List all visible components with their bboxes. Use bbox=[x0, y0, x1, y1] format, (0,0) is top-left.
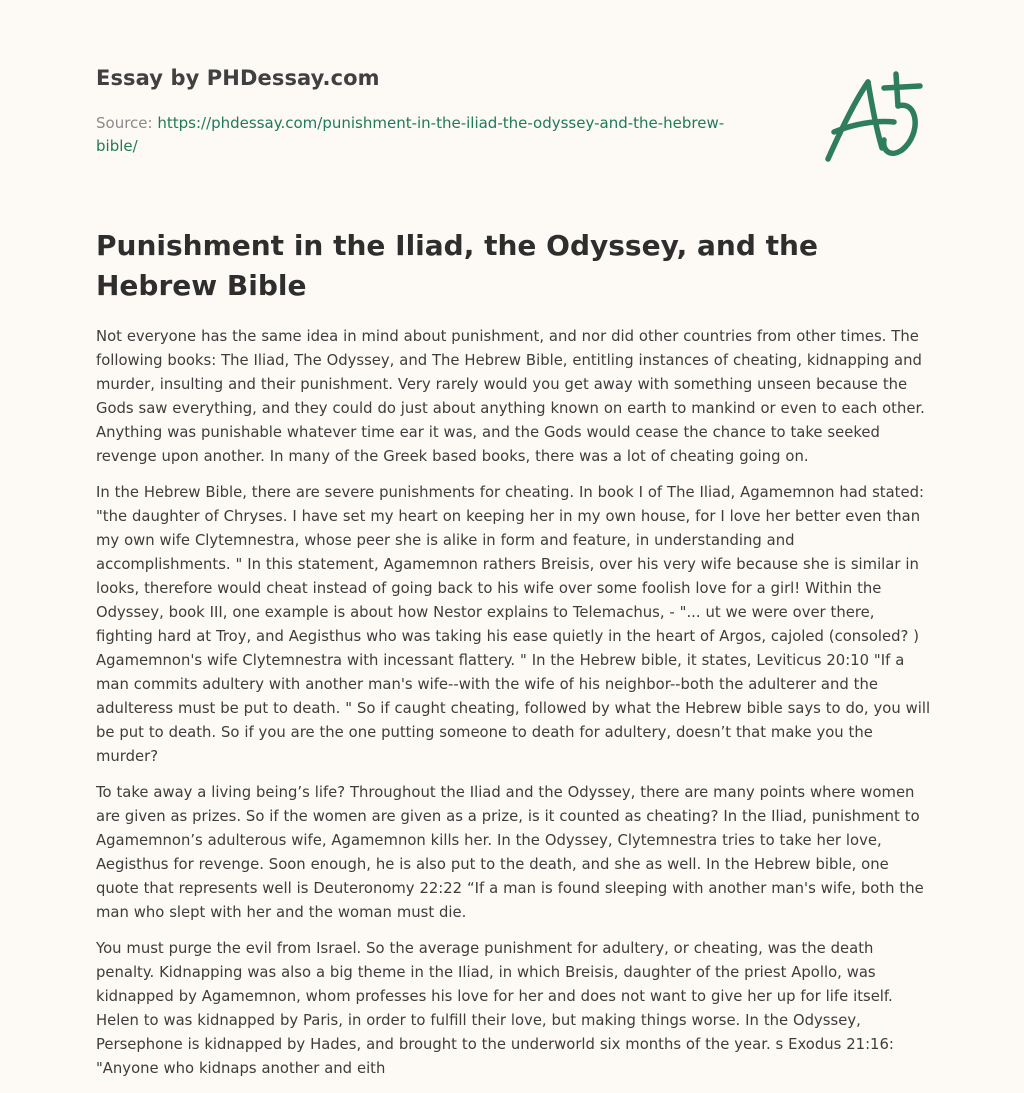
source-label: Source: bbox=[96, 114, 153, 132]
essay-title: Punishment in the Iliad, the Odyssey, and the Hebrew Bible bbox=[96, 229, 818, 302]
a-plus-logo-icon bbox=[824, 66, 928, 164]
essay-paragraph: To take away a living being’s life? Throughout the Iliad and the Odyssey, there are many points where women are given as prizes. So if the women are given as a prize, is it counted as cheating? In the Iliad, punishment to Agamemnon’s adulterous wife, Agamemnon kills her. In the Odyssey, Clytemnestra tries to take her love, Aegisthus for revenge. Soon enough, he is also put to the death, and she as well. In the Hebrew bible, one quote that represents well is Deuteronomy 22:22 “If a man is found sleeping with another man's wife, both the man who slept with her and the woman must die. bbox=[96, 784, 924, 921]
source-line bbox=[96, 112, 756, 158]
site-brand: Essay by PHDessay.com bbox=[96, 66, 380, 90]
essay-paragraph: Not everyone has the same idea in mind about punishment, and nor did other countries from other times. The following books: The Iliad, The Odyssey, and The Hebrew Bible, entitling instances of cheating, kidnapping and murder, insulting and their punishment. Very rarely would you get away with something unseen because the Gods saw everything, and they could do just about anything known on earth to mankind or even to each other. Anything was punishable whatever time ear it was, and the Gods would cease the chance to take seeked revenge upon another. In many of the Greek based books, there was a lot of cheating going on. bbox=[96, 328, 925, 465]
essay-body bbox=[96, 325, 932, 1093]
source-link[interactable]: https://phdessay.com/punishment-in-the-iliad-the-odyssey-and-the-hebrew-bible/ bbox=[96, 114, 725, 155]
essay-paragraph: You must purge the evil from Israel. So the average punishment for adultery, or cheating, was the death penalty. Kidnapping was also a big theme in the Iliad, in which Breisis, daughter of the priest Apollo, was kidnapped by Agamemnon, whom professes his love for her and does not want to give her up for life itself. Helen to was kidnapped by Paris, in order to fulfill their love, but making things worse. In the Odyssey, Persephone is kidnapped by Hades, and brought to the underworld six months of the year. s Exodus 21:16: "Anyone who kidnaps another and eith bbox=[96, 940, 894, 1077]
essay-paragraph: In the Hebrew Bible, there are severe punishments for cheating. In book I of The Iliad, Agamemnon had stated: "the daughter of Chryses. I have set my heart on keeping her in my own house, for I love her better even than my own wife Clytemnestra, whose peer she is alike in form and feature, in understanding and accomplishments. " In this statement, Agamemnon rathers Breisis, over his very wife because she is similar in looks, therefore would cheat instead of going back to his wife over some foolish love for a girl! Within the Odyssey, book III, one example is about how Nestor explains to Telemachus, - "... ut we were over there, fighting hard at Troy, and Aegisthus who was taking his ease quietly in the heart of Argos, cajoled (consoled? ) Agamemnon's wife Clytemnestra with incessant flattery. " In the Hebrew bible, it states, Leviticus 20:10 "If a man commits adultery with another man's wife--with the wife of his neighbor--both the adulterer and the adulteress must be put to death. " So if caught cheating, followed by what the Hebrew bible says to do, you will be put to death. So if you are the one putting someone to death for adultery, doesn’t that make you the murder? bbox=[96, 484, 931, 765]
